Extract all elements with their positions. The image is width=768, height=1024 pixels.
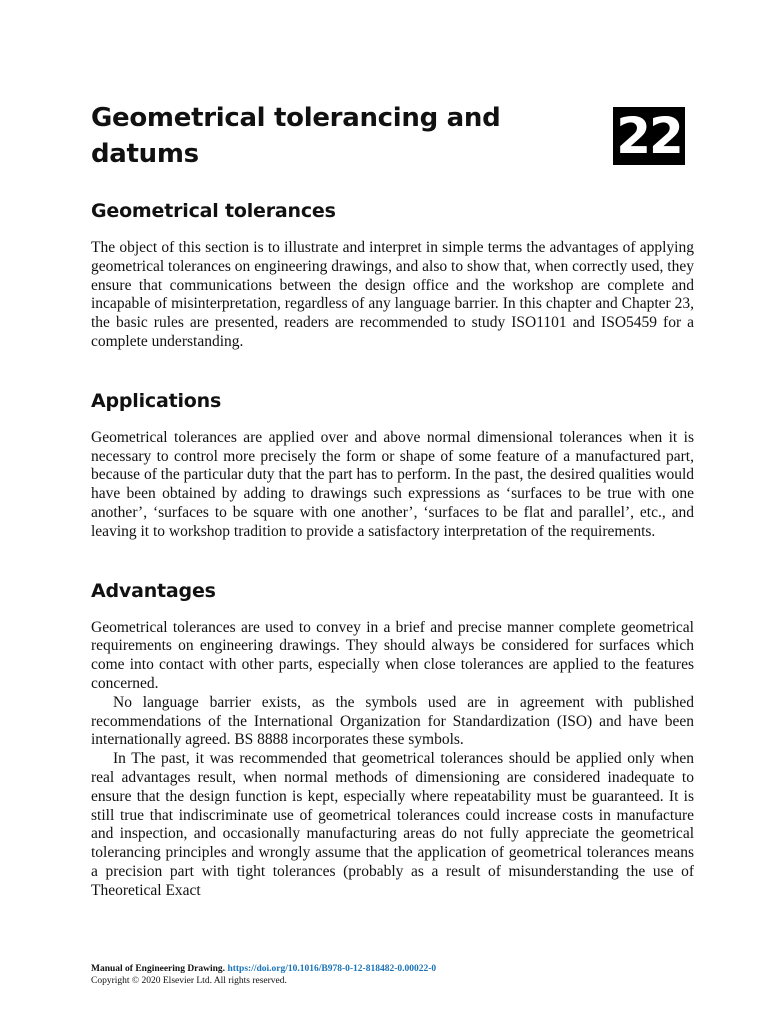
section-applications (91, 388, 694, 542)
paragraph: In The past, it was recommended that geometrical tolerances should be applied only when real advantages result, when normal methods of dimensioning are considered inadequate to ensure that the design function is kept, especially where repeatability must be guaranteed. It is still true that indiscriminate use of geometrical tolerances could increase costs in manufacture and inspection, and occasionally manufacturing areas do not fully appreciate the geometrical tolerancing principles and wrongly assume that the application of geometrical tolerances means a precision part with tight tolerances (probably as a result of misunderstanding the use of Theoretical Exact (91, 750, 694, 899)
paragraph: Geometrical tolerances are used to convey in a brief and precise manner complete geometrical requirements on engineering drawings. They should always be considered for surfaces which come into contact with other parts, especially when close tolerances are applied to the features concerned. (91, 618, 694, 692)
chapter-header (91, 100, 691, 172)
section-heading: Applications (91, 389, 222, 412)
chapter-title: Geometrical tolerancing and datums (91, 103, 501, 169)
chapter-number-badge: 22 (613, 107, 685, 165)
book-title: Manual of Engineering Drawing. (91, 964, 226, 974)
copyright-notice: Copyright © 2020 Elsevier Ltd. All rights reserved. (91, 976, 287, 986)
section-heading: Geometrical tolerances (91, 200, 336, 222)
chapter-body (91, 198, 694, 901)
page-footer (91, 963, 436, 987)
section-heading: Advantages (91, 579, 216, 602)
doi-link[interactable]: https://doi.org/10.1016/B978-0-12-818482-0.00022-0 (227, 964, 437, 974)
section-advantages (91, 578, 694, 901)
citation-line (91, 963, 436, 975)
paragraph: No language barrier exists, as the symbols used are in agreement with published recommendations of the International Organization for Standardization (ISO) and have been internationally agreed. BS 8888 incorporates these symbols. (91, 693, 694, 749)
paragraph: The object of this section is to illustrate and interpret in simple terms the advantages of applying geometrical tolerances on engineering drawings, and also to show that, when correctly used, they ensure that communications between the design office and the workshop are complete and incapable of misinterpretation, regardless of any language barrier. In this chapter and Chapter 23, the basic rules are presented, readers are recommended to study ISO1101 and ISO5459 for a complete understanding. (91, 239, 694, 350)
section-geometrical-tolerances (91, 198, 694, 352)
paragraph: Geometrical tolerances are applied over and above normal dimensional tolerances when it is necessary to control more precisely the form or shape of some feature of a manufactured part, because of the particular duty that the part has to perform. In the past, the desired qualities would have been obtained by adding to drawings such expressions as ‘surfaces to be true with one another’, ‘surfaces to be square with one another’, ‘surfaces to be flat and parallel’, etc., and leaving it to workshop tradition to provide a satisfactory interpretation of the requirements. (91, 428, 694, 540)
